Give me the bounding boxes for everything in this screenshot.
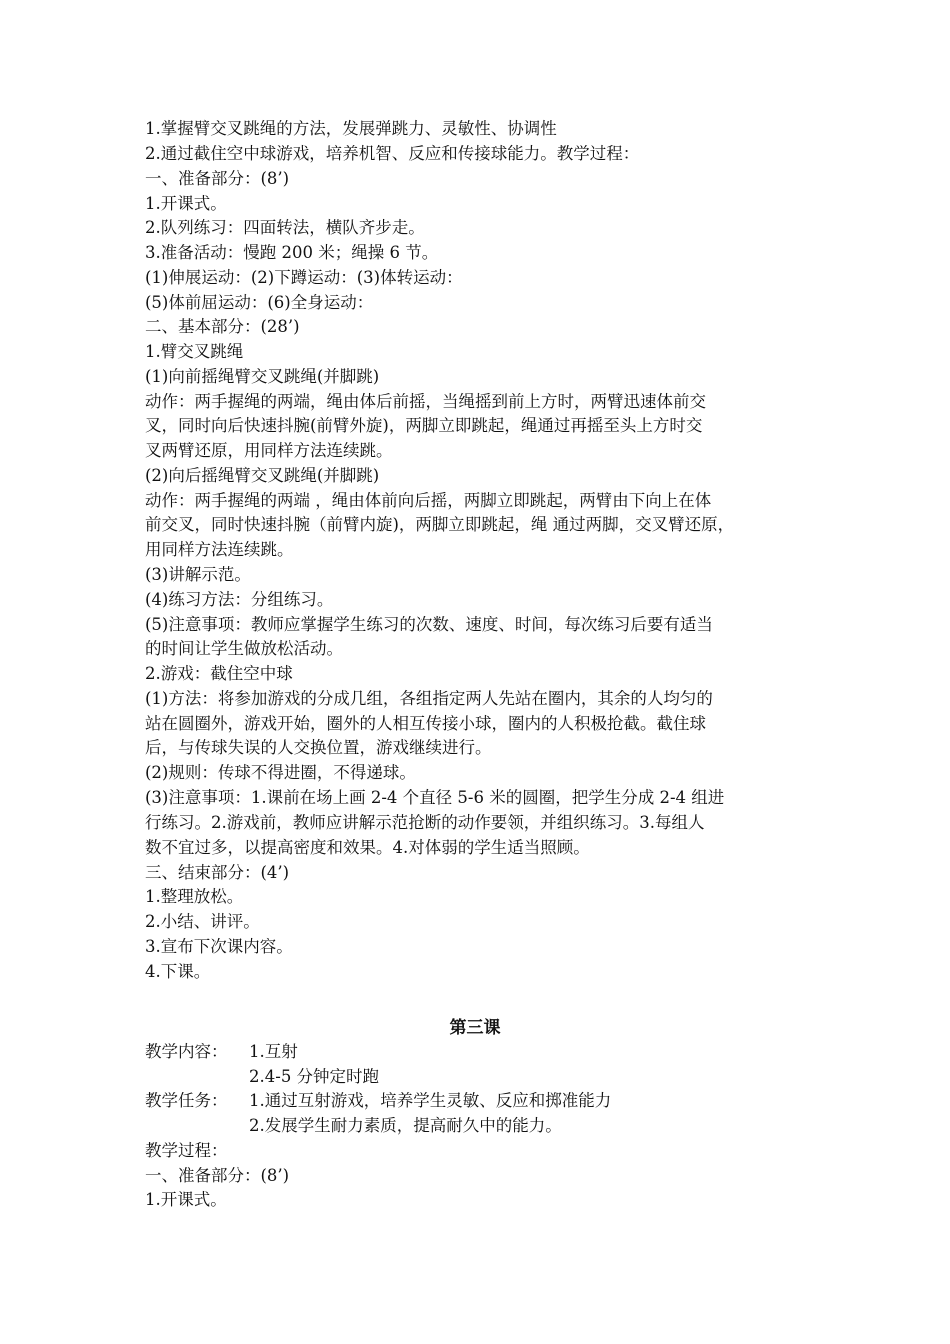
text-line: 3.准备活动：慢跑 200 米；绳操 6 节。 bbox=[145, 243, 439, 262]
text-line: 的时间让学生做放松活动。 bbox=[145, 639, 343, 658]
process-label: 教学过程： bbox=[145, 1141, 228, 1160]
text-line: 行练习。2.游戏前，教师应讲解示范抢断的动作要领，并组织练习。3.每组人 bbox=[145, 813, 705, 832]
section-heading: 一、准备部分：(8’) bbox=[145, 169, 290, 188]
text-line: (2)规则：传球不得进圈，不得递球。 bbox=[145, 763, 416, 782]
task-item: 2.发展学生耐力素质，提高耐久中的能力。 bbox=[249, 1116, 562, 1135]
text-line: 叉，同时向后快速抖腕(前臂外旋)，两脚立即跳起，绳通过再摇至头上方时交 bbox=[145, 416, 703, 435]
text-line: (1)方法：将参加游戏的分成几组，各组指定两人先站在圈内，其余的人均匀的 bbox=[145, 689, 713, 708]
text-line: 4.下课。 bbox=[145, 962, 211, 981]
text-line: 数不宜过多，以提高密度和效果。4.对体弱的学生适当照顾。 bbox=[145, 838, 590, 857]
content-label: 教学内容： bbox=[145, 1042, 228, 1061]
task-label: 教学任务： bbox=[145, 1091, 228, 1110]
text-line: 叉两臂还原，用同样方法连续跳。 bbox=[145, 441, 393, 460]
text-line: (1)向前摇绳臂交叉跳绳(并脚跳) bbox=[145, 367, 380, 386]
text-line: 动作：两手握绳的两端 ，绳由体前向后摇，两脚立即跳起，两臂由下向上在体 bbox=[145, 491, 712, 510]
text-line: 1.掌握臂交叉跳绳的方法，发展弹跳力、灵敏性、协调性 bbox=[145, 119, 557, 138]
text-line: 2.通过截住空中球游戏，培养机智、反应和传接球能力。教学过程： bbox=[145, 144, 640, 163]
text-line: 1.开课式。 bbox=[145, 1190, 227, 1209]
text-line: 后，与传球失误的人交换位置，游戏继续进行。 bbox=[145, 738, 492, 757]
text-line: 1.开课式。 bbox=[145, 194, 227, 213]
text-line: (5)注意事项：教师应掌握学生练习的次数、速度、时间，每次练习后要有适当 bbox=[145, 615, 713, 634]
text-line: 2.队列练习：四面转法，横队齐步走。 bbox=[145, 218, 425, 237]
text-line: 3.宣布下次课内容。 bbox=[145, 937, 293, 956]
lesson-title: 第三课 bbox=[449, 1018, 501, 1038]
text-line: (1)伸展运动：(2)下蹲运动：(3)体转运动： bbox=[145, 268, 463, 287]
text-line: 1.臂交叉跳绳 bbox=[145, 342, 244, 361]
text-line: (4)练习方法：分组练习。 bbox=[145, 590, 334, 609]
section-heading: 三、结束部分：(4’) bbox=[145, 863, 290, 882]
text-line: 2.游戏：截住空中球 bbox=[145, 664, 293, 683]
content-item: 1.互射 bbox=[249, 1042, 298, 1061]
text-line: (2)向后摇绳臂交叉跳绳(并脚跳) bbox=[145, 466, 380, 485]
text-line: 站在圆圈外，游戏开始，圈外的人相互传接小球，圈内的人积极抢截。截住球 bbox=[145, 714, 706, 733]
text-line: 用同样方法连续跳。 bbox=[145, 540, 294, 559]
text-line: 1.整理放松。 bbox=[145, 887, 244, 906]
section-heading: 一、准备部分：(8’) bbox=[145, 1166, 290, 1185]
text-line: (5)体前屈运动：(6)全身运动： bbox=[145, 293, 374, 312]
section-heading: 二、基本部分：(28’) bbox=[145, 317, 300, 336]
text-line: 动作：两手握绳的两端，绳由体后前摇，当绳摇到前上方时，两臂迅速体前交 bbox=[145, 392, 706, 411]
text-line: (3)注意事项：1.课前在场上画 2-4 个直径 5-6 米的圆圈，把学生分成 2-4 组进 bbox=[145, 788, 725, 807]
text-line: (3)讲解示范。 bbox=[145, 565, 251, 584]
content-item: 2.4-5 分钟定时跑 bbox=[249, 1067, 380, 1086]
task-item: 1.通过互射游戏，培养学生灵敏、反应和掷准能力 bbox=[249, 1091, 612, 1110]
content-row bbox=[145, 1040, 825, 1065]
text-line: 前交叉，同时快速抖腕（前臂内旋)，两脚立即跳起，绳 通过两脚，交叉臂还原， bbox=[145, 515, 735, 534]
text-line: 2.小结、讲评。 bbox=[145, 912, 260, 931]
task-row bbox=[145, 1089, 825, 1114]
